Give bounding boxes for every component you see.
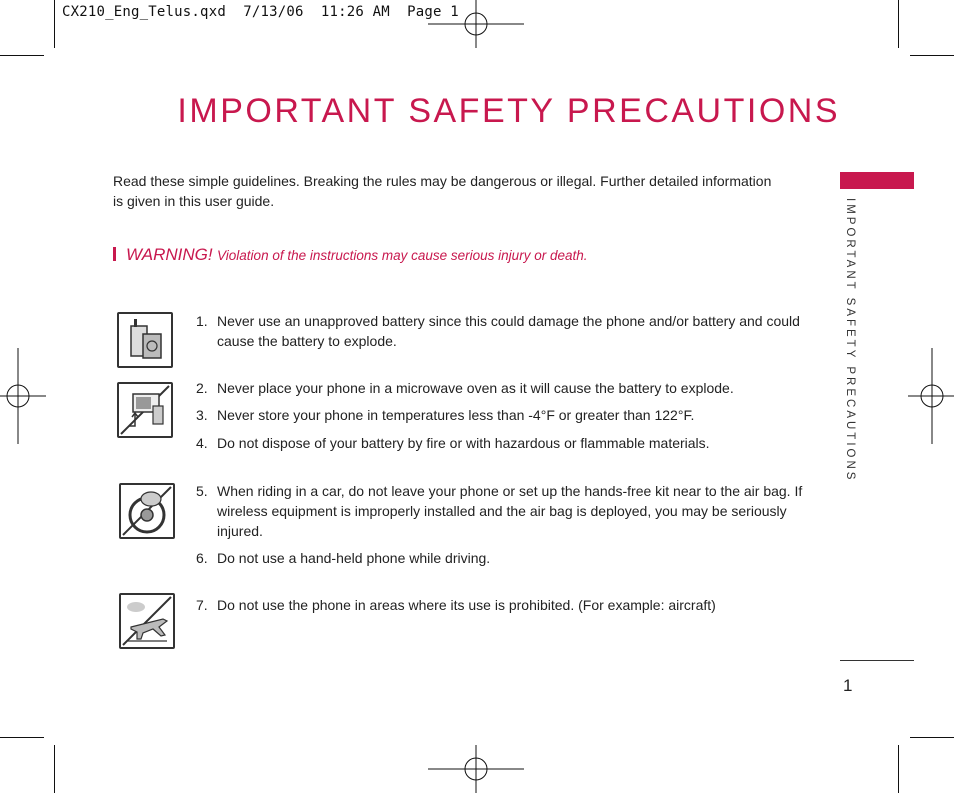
registration-mark-right-icon — [908, 348, 954, 444]
list-item: 1. Never use an unapproved battery since this could damage the phone and/or battery and could cause the battery to explode. — [196, 313, 800, 349]
crop-mark-tl-v — [54, 0, 55, 48]
crop-mark-bl-v — [54, 745, 55, 793]
list-item: 6. Do not use a hand-held phone while driving. — [196, 550, 491, 566]
registration-mark-top-icon — [428, 0, 528, 48]
microwave-battery-icon — [117, 382, 173, 438]
crop-mark-br-h — [910, 737, 954, 738]
list-item: 7. Do not use the phone in areas where its use is prohibited. (For example: aircraft) — [196, 597, 716, 613]
page-title: IMPORTANT SAFETY PRECAUTIONS — [177, 92, 840, 130]
list-item: 5. When riding in a car, do not leave your phone or set up the hands-free kit near to the air bag. If wireless equipment is improperly installed and the air bag is deployed, you may be seriously injured. — [196, 483, 803, 539]
registration-mark-bottom-icon — [428, 745, 528, 793]
crop-mark-bl-h — [0, 737, 44, 738]
airbag-steering-icon — [119, 483, 175, 539]
section-side-label: IMPORTANT SAFETY PRECAUTIONS — [844, 198, 856, 483]
crop-mark-br-v — [898, 745, 899, 793]
page-number: 1 — [843, 676, 853, 695]
registration-mark-left-icon — [0, 348, 46, 444]
section-tab — [840, 172, 914, 189]
file-slug: CX210_Eng_Telus.qxd 7/13/06 11:26 AM Page 1 — [62, 4, 459, 20]
warning-line — [113, 245, 673, 267]
list-item: 4. Do not dispose of your battery by fire or with hazardous or flammable materials. — [196, 435, 710, 451]
intro-paragraph: Read these simple guidelines. Breaking the rules may be dangerous or illegal. Further detailed information is given in this user guide. — [113, 173, 772, 209]
warning-message: Violation of the instructions may cause serious injury or death. — [217, 248, 588, 263]
warning-label: WARNING! — [126, 245, 213, 264]
list-item: 2. Never place your phone in a microwave oven as it will cause the battery to explode. — [196, 380, 734, 396]
list-item: 3. Never store your phone in temperatures less than -4°F or greater than 122°F. — [196, 407, 695, 423]
battery-phone-icon — [117, 312, 173, 368]
warning-bar — [113, 247, 116, 261]
crop-mark-tr-h — [910, 55, 954, 56]
no-aircraft-icon — [119, 593, 175, 649]
crop-mark-tr-v — [898, 0, 899, 48]
footer-rule — [840, 660, 914, 661]
crop-mark-tl-h — [0, 55, 44, 56]
